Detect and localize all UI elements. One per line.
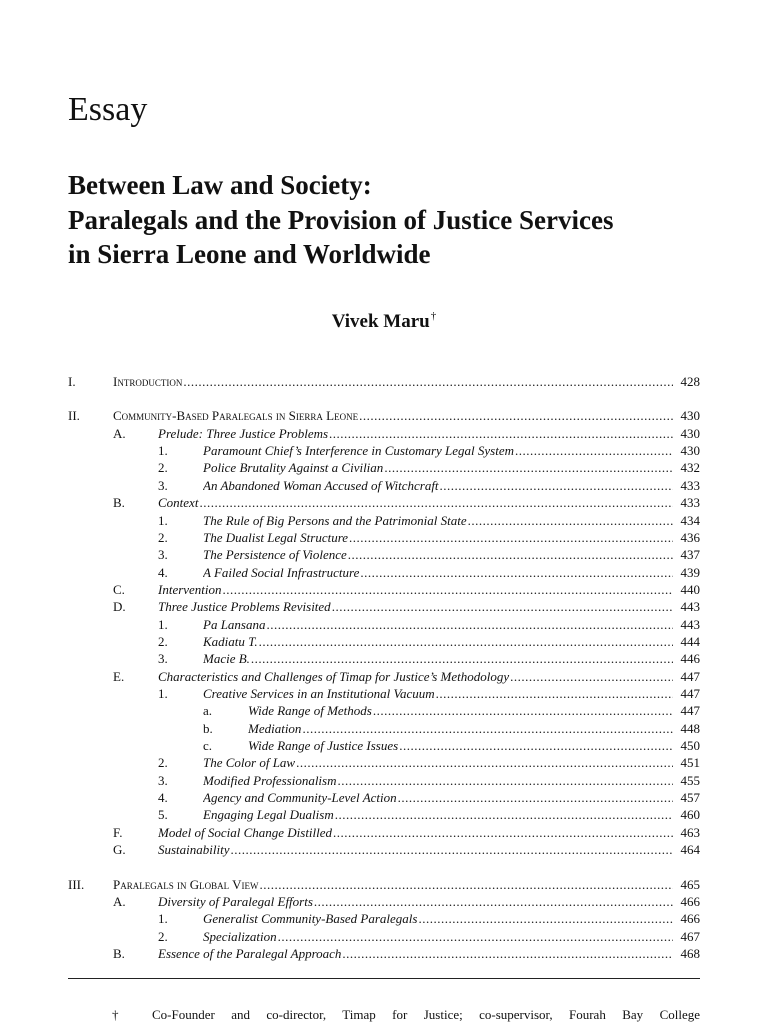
toc-entry-page: 463 — [680, 824, 700, 840]
toc-entry[interactable] — [0, 737, 768, 754]
toc-entry-page: 428 — [680, 374, 700, 389]
toc-entry-title: Wide Range of Justice Issues — [248, 738, 399, 753]
toc-entry-number: 3. — [158, 772, 168, 788]
toc-entry-page: 468 — [680, 945, 700, 961]
toc-entry-title: Wide Range of Methods — [248, 703, 372, 719]
toc-entry-number: C. — [113, 581, 125, 597]
toc-entry-leader — [203, 564, 673, 581]
toc-entry-number: 3. — [158, 547, 168, 563]
toc-entry-leader — [203, 477, 673, 494]
toc-entry-page: 447 — [680, 686, 700, 701]
dot-leader — [341, 945, 673, 962]
toc-entry-leader — [203, 910, 673, 927]
toc-entry-page: 460 — [680, 807, 700, 823]
toc-entry-number: 2. — [158, 529, 168, 545]
toc-entry-title: Creative Services in an Institutional Vacuum — [203, 686, 435, 701]
toc-entry[interactable] — [0, 928, 768, 945]
toc-entry-number: 5. — [158, 807, 168, 823]
toc-entry-number: 1. — [158, 911, 168, 927]
toc-entry-page: 447 — [680, 703, 700, 719]
toc-entry-page: 455 — [680, 772, 700, 788]
toc-entry-title: The Color of Law — [203, 755, 296, 771]
toc-entry-leader — [248, 702, 673, 719]
toc-entry[interactable] — [0, 789, 768, 806]
toc-entry-page: 433 — [680, 495, 700, 511]
footnote-divider — [68, 978, 700, 979]
toc-entry-leader — [203, 442, 673, 459]
toc-entry-leader — [158, 581, 673, 598]
toc-entry[interactable] — [0, 806, 768, 823]
author-name: Vivek Maru — [331, 311, 430, 332]
toc-entry[interactable] — [0, 650, 768, 667]
toc-entry[interactable] — [0, 720, 768, 737]
toc-entry-number: II. — [68, 408, 80, 424]
toc-entry-number: I. — [68, 374, 76, 389]
toc-entry[interactable] — [0, 633, 768, 650]
toc-entry-page: 448 — [680, 720, 700, 736]
dot-leader — [182, 373, 673, 390]
toc-entry-title: Macie B. — [203, 651, 250, 667]
dot-leader — [313, 893, 673, 910]
toc-entry-title: Police Brutality Against a Civilian — [203, 460, 384, 476]
toc-entry-number: B. — [113, 945, 125, 961]
toc-entry-page: 436 — [680, 529, 700, 545]
dot-leader — [417, 910, 673, 927]
toc-entry[interactable] — [0, 702, 768, 719]
toc-entry-number: A. — [113, 425, 126, 441]
dot-leader — [397, 789, 673, 806]
toc-entry-title: Kadiatu T. — [203, 633, 258, 649]
dot-leader — [230, 841, 674, 858]
toc-entry-number: D. — [113, 599, 126, 615]
toc-entry-leader — [158, 945, 673, 962]
toc-entry-title: Intervention — [158, 581, 222, 597]
dot-leader — [334, 806, 673, 823]
toc-entry[interactable] — [0, 477, 768, 494]
footnote-mark: † — [112, 1007, 119, 1022]
toc-entry-title: Engaging Legal Dualism — [203, 807, 334, 823]
toc-entry[interactable] — [0, 893, 768, 910]
toc-entry-title: Pa Lansana — [203, 616, 266, 632]
toc-entry-title: The Dualist Legal Structure — [203, 529, 349, 545]
toc-entry-number: b. — [203, 720, 213, 736]
toc-entry-page: 451 — [680, 755, 700, 771]
toc-entry[interactable] — [0, 754, 768, 771]
dot-leader — [301, 720, 673, 737]
toc-entry-number: III. — [68, 876, 85, 892]
dot-leader — [258, 633, 673, 650]
toc-entry[interactable] — [0, 581, 768, 598]
toc-entry-title: Community-Based Paralegals in Sierra Leone — [113, 408, 359, 424]
dot-leader — [348, 529, 673, 546]
footnote-text: Co-Founder and co-director, Timap for Justice; co-supervisor, Fourah Bay College — [152, 1007, 700, 1022]
toc-entry-page: 437 — [680, 547, 700, 563]
toc-entry-leader — [248, 720, 673, 737]
dot-leader — [509, 668, 673, 685]
toc-entry-number: 2. — [158, 928, 168, 944]
toc-entry[interactable] — [0, 910, 768, 927]
toc-entry-page: 465 — [680, 876, 700, 892]
dot-leader — [337, 772, 674, 789]
toc-entry-leader — [113, 373, 673, 390]
toc-entry[interactable] — [0, 494, 768, 511]
toc-entry-leader — [203, 529, 673, 546]
toc-entry-title: Essence of the Paralegal Approach — [158, 945, 342, 961]
toc-entry-leader — [158, 893, 673, 910]
toc-entry-number: 1. — [158, 443, 168, 459]
dot-leader — [347, 546, 673, 563]
dot-leader — [383, 459, 673, 476]
toc-entry-number: 4. — [158, 564, 168, 580]
toc-entry[interactable] — [0, 685, 768, 702]
toc-entry[interactable] — [0, 772, 768, 789]
toc-entry-leader — [203, 633, 673, 650]
toc-entry-page: 466 — [680, 911, 700, 927]
toc-entry-leader — [158, 425, 673, 442]
dot-leader — [277, 928, 673, 945]
toc-entry-page: 464 — [680, 842, 700, 858]
dot-leader — [265, 616, 673, 633]
dot-leader — [359, 564, 673, 581]
dot-leader — [332, 824, 673, 841]
toc-entry-leader — [158, 841, 673, 858]
toc-entry-number: 2. — [158, 755, 168, 771]
toc-entry-title: Introduction — [113, 374, 183, 389]
toc-entry-title: The Rule of Big Persons and the Patrimonial State — [203, 512, 467, 528]
toc-entry-leader — [113, 407, 673, 424]
toc-entry-number: B. — [113, 495, 125, 511]
dot-leader — [435, 685, 673, 702]
dot-leader — [250, 650, 673, 667]
toc-entry-page: 446 — [680, 651, 700, 667]
toc-entry-page: 439 — [680, 564, 700, 580]
toc-entry-leader — [203, 546, 673, 563]
toc-entry-page: 443 — [680, 616, 700, 632]
toc-entry-title: Characteristics and Challenges of Timap for Justice’s Methodology — [158, 668, 510, 684]
toc-entry-title: Modified Professionalism — [203, 772, 337, 788]
dot-leader — [222, 581, 673, 598]
toc-entry-page: 430 — [680, 408, 700, 424]
title-line: Paralegals and the Provision of Justice Services — [68, 204, 614, 235]
toc-entry[interactable] — [0, 841, 768, 858]
toc-entry-title: The Persistence of Violence — [203, 547, 347, 563]
toc-entry-page: 450 — [680, 738, 700, 753]
toc-entry-title: Generalist Community-Based Paralegals — [203, 911, 418, 927]
toc-entry-number: 2. — [158, 633, 168, 649]
toc-entry-title: Prelude: Three Justice Problems — [158, 425, 329, 441]
dot-leader — [198, 494, 673, 511]
toc-entry-number: 3. — [158, 477, 168, 493]
dot-leader — [331, 598, 673, 615]
toc-entry-number: 1. — [158, 512, 168, 528]
toc-entry-leader — [203, 512, 673, 529]
dot-leader — [358, 407, 673, 424]
section-label: Essay — [68, 91, 148, 128]
toc-entry-leader — [203, 806, 673, 823]
toc-entry-number: A. — [113, 893, 126, 909]
toc-entry-title: Agency and Community-Level Action — [203, 790, 397, 806]
dot-leader — [467, 512, 673, 529]
toc-entry-number: 4. — [158, 790, 168, 806]
toc-entry[interactable] — [0, 876, 768, 893]
toc-entry-title: Mediation — [248, 720, 302, 736]
toc-entry-number: 1. — [158, 616, 168, 632]
title-line: Between Law and Society: — [68, 170, 372, 200]
toc-entry-title: Model of Social Change Distilled — [158, 824, 333, 840]
toc-entry-number: 1. — [158, 686, 168, 701]
toc-entry[interactable] — [0, 564, 768, 581]
toc-entry-title: Three Justice Problems Revisited — [158, 599, 331, 615]
toc-entry[interactable] — [0, 407, 768, 424]
toc-entry[interactable] — [0, 373, 768, 390]
toc-entry-page: 440 — [680, 581, 700, 597]
author-footnote-mark: † — [430, 310, 437, 322]
toc-entry-page: 447 — [680, 668, 700, 684]
toc-entry[interactable] — [0, 824, 768, 841]
toc-entry-title: Paramount Chief’s Interference in Customary Legal System — [203, 443, 514, 459]
toc-entry[interactable] — [0, 425, 768, 442]
toc-entry-leader — [203, 616, 673, 633]
toc-entry[interactable] — [0, 459, 768, 476]
toc-entry-page: 467 — [680, 928, 700, 944]
toc-entry-leader — [203, 754, 673, 771]
dot-leader — [514, 442, 673, 459]
toc-entry[interactable] — [0, 546, 768, 563]
dot-leader — [328, 425, 673, 442]
toc-entry-leader — [203, 685, 673, 702]
toc-entry-page: 434 — [680, 512, 700, 528]
toc-entry-title: An Abandoned Woman Accused of Witchcraft — [203, 477, 439, 493]
toc-entry-number: 3. — [158, 651, 168, 667]
toc-entry-leader — [158, 824, 673, 841]
toc-entry-title: Specialization — [203, 928, 277, 944]
dot-leader — [372, 702, 673, 719]
toc-entry-page: 443 — [680, 599, 700, 615]
toc-entry-leader — [248, 737, 673, 754]
toc-entry-page: 466 — [680, 893, 700, 909]
toc-entry[interactable] — [0, 442, 768, 459]
toc-entry[interactable] — [0, 512, 768, 529]
toc-entry-leader — [158, 598, 673, 615]
toc-entry-leader — [203, 650, 673, 667]
toc-entry[interactable] — [0, 668, 768, 685]
toc-entry-page: 430 — [680, 443, 700, 459]
toc-entry-leader — [203, 789, 673, 806]
toc-entry-page: 433 — [680, 477, 700, 493]
toc-entry-number: E. — [113, 668, 125, 684]
toc-entry-number: c. — [203, 738, 213, 753]
toc-entry[interactable] — [0, 945, 768, 962]
toc-entry-page: 430 — [680, 425, 700, 441]
toc-entry-page: 432 — [680, 460, 700, 476]
dot-leader — [439, 477, 673, 494]
toc-entry-number: G. — [113, 842, 126, 858]
toc-entry-leader — [158, 668, 673, 685]
toc-entry-title: Context — [158, 495, 199, 511]
toc-entry-title: Diversity of Paralegal Efforts — [158, 893, 313, 909]
dot-leader — [259, 876, 673, 893]
toc-entry[interactable] — [0, 529, 768, 546]
toc-entry-title: A Failed Social Infrastructure — [203, 564, 360, 580]
dot-leader — [295, 754, 673, 771]
toc-entry-number: F. — [113, 824, 123, 840]
toc-entry-leader — [113, 876, 673, 893]
toc-entry-page: 444 — [680, 633, 700, 649]
toc-entry[interactable] — [0, 616, 768, 633]
title-line: in Sierra Leone and Worldwide — [68, 239, 431, 269]
toc-entry-number: a. — [203, 703, 213, 719]
toc-entry-title: Sustainability — [158, 842, 230, 858]
toc-entry[interactable] — [0, 598, 768, 615]
toc-entry-page: 457 — [680, 790, 700, 806]
toc-entry-number: 2. — [158, 460, 168, 476]
toc-entry-leader — [203, 772, 673, 789]
dot-leader — [398, 737, 673, 754]
toc-entry-title: Paralegals in Global View — [113, 876, 259, 892]
toc-entry-leader — [203, 928, 673, 945]
toc-entry-leader — [203, 459, 673, 476]
toc-entry-leader — [158, 494, 673, 511]
